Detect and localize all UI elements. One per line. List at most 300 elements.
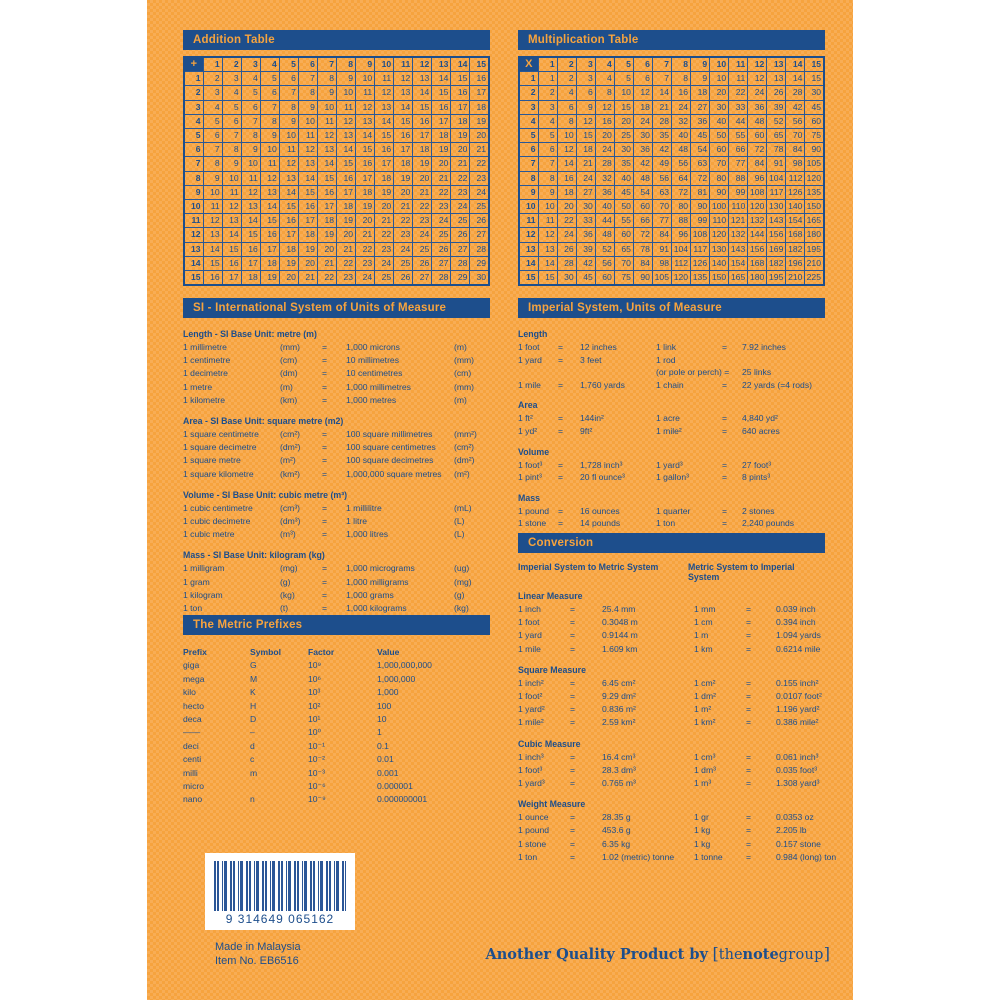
value-cell: 45 — [691, 129, 710, 143]
row-header: 9 — [519, 185, 538, 199]
subsection-heading: Volume - SI Base Unit: cubic metre (m³) — [183, 489, 348, 500]
value-cell: 23 — [451, 185, 470, 199]
definition-cell: 0.386 mile² — [776, 717, 819, 728]
value-cell: 11 — [356, 86, 375, 100]
definition-row — [518, 824, 825, 837]
definition-row — [518, 751, 825, 764]
value-cell: 12 — [356, 100, 375, 114]
value-cell: 99 — [729, 185, 748, 199]
value-cell: 16 — [222, 256, 241, 270]
definition-cell: (cm) — [454, 368, 472, 379]
prefix-cell: 0.000000001 — [377, 794, 428, 805]
definition-cell: = — [722, 379, 728, 390]
value-cell: 24 — [451, 200, 470, 214]
prefix-cell: nano — [183, 794, 203, 805]
prefix-cell: 10 — [377, 714, 387, 725]
value-cell: 17 — [241, 256, 260, 270]
value-cell: 52 — [595, 242, 614, 256]
value-cell: 18 — [356, 185, 375, 199]
value-cell: 21 — [356, 228, 375, 242]
definition-cell: = — [746, 630, 752, 641]
definition-row — [183, 562, 490, 575]
value-cell: 27 — [432, 256, 451, 270]
value-cell: 22 — [729, 86, 748, 100]
value-cell: 18 — [470, 100, 489, 114]
value-cell: 143 — [767, 214, 786, 228]
value-cell: 8 — [538, 171, 557, 185]
value-cell: 6 — [260, 86, 279, 100]
value-cell: 12 — [337, 114, 356, 128]
value-cell: 32 — [595, 171, 614, 185]
definition-cell: = — [322, 516, 328, 527]
value-cell: 56 — [595, 256, 614, 270]
value-cell: 15 — [614, 100, 633, 114]
value-cell: 18 — [691, 86, 710, 100]
value-cell: 77 — [652, 214, 671, 228]
value-cell: 20 — [317, 242, 336, 256]
value-cell: 108 — [748, 185, 767, 199]
definition-row — [518, 677, 825, 690]
definition-cell: 144in² — [580, 413, 604, 424]
definition-row — [518, 703, 825, 716]
definition-cell: 1.094 yards — [776, 630, 821, 641]
value-cell: 132 — [748, 214, 767, 228]
value-cell: 12 — [633, 86, 652, 100]
value-cell: 11 — [538, 214, 557, 228]
value-cell: 7 — [260, 100, 279, 114]
prefix-cell: mega — [183, 673, 205, 684]
value-cell: 24 — [576, 171, 595, 185]
definition-cell: 1 pound — [518, 825, 550, 836]
value-cell: 14 — [557, 157, 576, 171]
definition-cell: 0.394 inch — [776, 617, 816, 628]
table-row — [184, 242, 489, 256]
value-cell: 126 — [691, 256, 710, 270]
value-cell: 16 — [203, 271, 222, 286]
col-header: 10 — [375, 57, 394, 72]
imperial-units-section — [518, 298, 825, 530]
row-header: 3 — [184, 100, 203, 114]
value-cell: 14 — [356, 129, 375, 143]
value-cell: 10 — [279, 129, 298, 143]
prefix-row — [183, 700, 490, 713]
col-header: 7 — [317, 57, 336, 72]
value-cell: 17 — [222, 271, 241, 286]
definition-cell: (km) — [280, 394, 298, 405]
value-cell: 30 — [614, 143, 633, 157]
value-cell: 135 — [805, 185, 824, 199]
prefix-cell: 1,000 — [377, 687, 399, 698]
prefix-cell: M — [250, 673, 258, 684]
definition-cell: = — [322, 576, 328, 587]
definition-cell: 28.35 g — [602, 812, 631, 823]
value-cell: 15 — [298, 185, 317, 199]
definition-cell: = — [722, 505, 728, 516]
prefix-cell: 10⁻⁹ — [308, 794, 326, 805]
value-cell: 24 — [394, 242, 413, 256]
value-cell: 22 — [432, 185, 451, 199]
value-cell: 16 — [317, 185, 336, 199]
value-cell: 56 — [786, 114, 805, 128]
value-cell: 20 — [279, 271, 298, 286]
value-cell: 72 — [748, 143, 767, 157]
row-header: 8 — [184, 171, 203, 185]
value-cell: 18 — [576, 143, 595, 157]
prefix-cell: —— — [183, 727, 201, 738]
definition-cell: 1 ton — [656, 518, 676, 529]
value-cell: 27 — [470, 228, 489, 242]
value-cell: 28 — [557, 256, 576, 270]
definition-cell: (m) — [454, 342, 467, 352]
table-row — [519, 214, 824, 228]
definition-cell: (L) — [454, 529, 465, 540]
value-cell: 21 — [451, 157, 470, 171]
definition-cell: 1 yard³ — [656, 459, 683, 470]
definition-cell: 1 acre — [656, 413, 680, 424]
definition-cell — [580, 366, 656, 379]
value-cell: 26 — [557, 242, 576, 256]
value-cell: 140 — [710, 256, 729, 270]
value-cell: 36 — [595, 185, 614, 199]
value-cell: 42 — [652, 143, 671, 157]
value-cell: 20 — [394, 185, 413, 199]
value-cell: 5 — [241, 86, 260, 100]
definition-cell: 1 yard³ — [518, 778, 545, 789]
prefix-row — [183, 793, 490, 806]
value-cell: 60 — [710, 143, 729, 157]
definition-cell: 9ft² — [580, 425, 593, 436]
row-header: 10 — [519, 200, 538, 214]
definition-cell: 1,760 yards — [580, 379, 625, 390]
subsection-heading: Length - SI Base Unit: metre (m) — [183, 329, 317, 339]
value-cell: 25 — [413, 242, 432, 256]
value-cell: 16 — [241, 242, 260, 256]
value-cell: 19 — [298, 242, 317, 256]
value-cell: 14 — [652, 86, 671, 100]
value-cell: 19 — [337, 214, 356, 228]
definition-cell: 16.4 cm³ — [602, 751, 636, 762]
value-cell: 16 — [279, 214, 298, 228]
value-cell: 14 — [337, 143, 356, 157]
value-cell: 18 — [394, 157, 413, 171]
value-cell: 20 — [356, 214, 375, 228]
prefix-cell: 10⁶ — [308, 673, 322, 684]
col-header: 11 — [394, 57, 413, 72]
value-cell: 120 — [805, 171, 824, 185]
definition-cell: 12 inches — [580, 342, 617, 352]
definition-cell: 1 yd² — [518, 425, 538, 436]
definition-cell — [518, 366, 558, 379]
value-cell: 81 — [691, 185, 710, 199]
value-cell: 13 — [538, 242, 557, 256]
value-cell: 8 — [672, 72, 691, 86]
value-cell: 2 — [203, 72, 222, 86]
prefix-cell: 10⁹ — [308, 660, 322, 671]
col-header: 14 — [786, 57, 805, 72]
value-cell: 22 — [317, 271, 336, 286]
value-cell: 8 — [203, 157, 222, 171]
si-units-body — [183, 329, 490, 615]
value-cell: 17 — [298, 214, 317, 228]
value-cell: 9 — [576, 100, 595, 114]
col-header: 12 — [748, 57, 767, 72]
definition-cell: 1,000,000 square metres — [346, 468, 442, 479]
value-cell: 6 — [538, 143, 557, 157]
definition-cell: = — [722, 413, 728, 424]
definition-cell: 1 inch² — [518, 677, 544, 688]
col-header: 12 — [413, 57, 432, 72]
col-header: 1 — [538, 57, 557, 72]
definition-cell: = — [722, 472, 728, 483]
value-cell: 12 — [538, 228, 557, 242]
definition-cell — [722, 366, 742, 379]
definition-cell: 28.3 dm³ — [602, 764, 636, 775]
value-cell: 8 — [298, 86, 317, 100]
definition-cell: = — [570, 764, 576, 775]
definition-cell: (cm²) — [454, 442, 475, 453]
value-cell: 98 — [786, 157, 805, 171]
value-cell: 21 — [470, 143, 489, 157]
definition-cell: = — [746, 677, 752, 688]
definition-cell: = — [322, 529, 328, 540]
definition-cell: = — [558, 518, 564, 529]
row-header: 6 — [184, 143, 203, 157]
definition-row — [518, 811, 825, 824]
definition-row — [518, 425, 825, 438]
value-cell: 26 — [413, 256, 432, 270]
value-cell: 180 — [805, 228, 824, 242]
value-cell: 21 — [317, 256, 336, 270]
multiplication-table — [518, 56, 825, 286]
value-cell: 28 — [595, 157, 614, 171]
value-cell: 30 — [710, 100, 729, 114]
prefix-col-header: Factor — [308, 647, 335, 657]
value-cell: 110 — [710, 214, 729, 228]
value-cell: 90 — [805, 143, 824, 157]
table-row — [184, 157, 489, 171]
value-cell: 156 — [748, 242, 767, 256]
row-header: 15 — [519, 271, 538, 286]
value-cell: 84 — [786, 143, 805, 157]
table-row — [519, 185, 824, 199]
value-cell: 17 — [317, 200, 336, 214]
definition-cell: 1.308 yard³ — [776, 778, 820, 789]
definition-cell: = — [570, 838, 576, 849]
definition-cell: 0.0353 oz — [776, 812, 814, 823]
definition-cell: 1 rod — [656, 354, 676, 365]
definition-cell: (dm²) — [454, 455, 475, 466]
value-cell: 18 — [337, 200, 356, 214]
value-cell: 12 — [241, 185, 260, 199]
definition-cell: 1 square centimetre — [183, 429, 259, 440]
orange-panel — [147, 0, 853, 1000]
value-cell: 14 — [241, 214, 260, 228]
value-cell: 9 — [538, 185, 557, 199]
row-header: 14 — [519, 256, 538, 270]
definition-cell: 0.039 inch — [776, 604, 816, 614]
definition-cell: 1 millilitre — [346, 502, 382, 513]
value-cell: 12 — [748, 72, 767, 86]
made-in-text: Made in Malaysia — [215, 941, 301, 953]
value-cell: 21 — [394, 200, 413, 214]
value-cell: 39 — [767, 100, 786, 114]
row-header: 11 — [184, 214, 203, 228]
value-cell: 15 — [317, 171, 336, 185]
definition-cell: = — [322, 342, 328, 352]
value-cell: 182 — [786, 242, 805, 256]
value-cell: 7 — [279, 86, 298, 100]
row-header: 10 — [184, 200, 203, 214]
value-cell: 4 — [203, 100, 222, 114]
value-cell: 18 — [317, 214, 336, 228]
value-cell: 9 — [279, 114, 298, 128]
value-cell: 17 — [432, 114, 451, 128]
value-cell: 110 — [729, 200, 748, 214]
value-cell: 17 — [375, 157, 394, 171]
imperial-units-body — [518, 329, 825, 530]
definition-cell: 1 dm³ — [694, 764, 716, 775]
value-cell: 17 — [394, 143, 413, 157]
prefix-cell: 10⁻² — [308, 754, 325, 765]
definition-cell: (t) — [280, 603, 289, 614]
subsection-heading: Area — [518, 400, 538, 411]
value-cell: 2 — [538, 86, 557, 100]
value-cell: 16 — [432, 100, 451, 114]
value-cell: 28 — [652, 114, 671, 128]
value-cell: 16 — [337, 171, 356, 185]
definition-cell: 22 yards (=4 rods) — [742, 379, 812, 390]
value-cell: 23 — [394, 228, 413, 242]
definition-cell: = — [746, 812, 752, 823]
value-cell: 10 — [538, 200, 557, 214]
col-header: 15 — [470, 57, 489, 72]
definition-cell: 0.6214 mile — [776, 643, 821, 654]
prefix-row — [183, 659, 490, 672]
value-cell: 70 — [710, 157, 729, 171]
value-cell: 11 — [260, 157, 279, 171]
table-row — [519, 72, 824, 86]
definition-cell: 4,840 yd² — [742, 413, 778, 424]
prefix-cell — [250, 780, 308, 793]
value-cell: 21 — [298, 271, 317, 286]
definition-cell: 0.157 stone — [776, 838, 821, 849]
definition-cell: = — [722, 518, 728, 529]
value-cell: 8 — [260, 114, 279, 128]
definition-cell: 2.205 lb — [776, 825, 807, 836]
value-cell: 12 — [279, 157, 298, 171]
si-units-section — [183, 298, 490, 615]
definition-cell: = — [570, 751, 576, 762]
value-cell: 33 — [576, 214, 595, 228]
value-cell: 12 — [260, 171, 279, 185]
definition-cell: 0.3048 m — [602, 617, 638, 628]
definition-cell: 10 centimetres — [346, 368, 403, 379]
value-cell: 182 — [767, 256, 786, 270]
definition-cell: = — [322, 455, 328, 466]
value-cell: 88 — [672, 214, 691, 228]
value-cell: 132 — [729, 228, 748, 242]
value-cell: 7 — [652, 72, 671, 86]
definition-cell — [722, 354, 742, 367]
subsection-heading: Volume — [518, 446, 550, 457]
definition-cell: 1 ton — [518, 851, 538, 862]
definition-cell: = — [746, 691, 752, 702]
prefix-cell: hecto — [183, 700, 205, 711]
row-header: 5 — [184, 129, 203, 143]
value-cell: 19 — [432, 143, 451, 157]
value-cell: 15 — [260, 214, 279, 228]
value-cell: 144 — [748, 228, 767, 242]
value-cell: 22 — [451, 171, 470, 185]
value-cell: 24 — [413, 228, 432, 242]
header-row — [184, 57, 489, 72]
value-cell: 21 — [576, 157, 595, 171]
value-cell: 7 — [222, 129, 241, 143]
definition-row — [183, 341, 490, 354]
operator-cell: + — [184, 57, 203, 72]
prefix-cell: m — [250, 767, 258, 778]
value-cell: 8 — [241, 129, 260, 143]
definition-cell: 1 link — [656, 342, 677, 352]
definition-cell: 1 square kilometre — [183, 468, 254, 479]
col-header: 4 — [595, 57, 614, 72]
definition-cell: 1 decimetre — [183, 368, 228, 379]
row-header: 4 — [184, 114, 203, 128]
definition-cell — [558, 366, 580, 379]
barcode — [205, 853, 355, 930]
definition-cell: = — [322, 429, 328, 440]
value-cell: 78 — [767, 143, 786, 157]
row-header: 5 — [519, 129, 538, 143]
value-cell: 135 — [691, 271, 710, 286]
definition-cell: = — [322, 368, 328, 379]
value-cell: 48 — [748, 114, 767, 128]
value-cell: 13 — [203, 228, 222, 242]
brand-prefix: Another Quality Product by — [485, 946, 708, 963]
brand-line — [480, 944, 830, 963]
value-cell: 143 — [729, 242, 748, 256]
value-cell: 14 — [203, 242, 222, 256]
value-cell: 150 — [710, 271, 729, 286]
value-cell: 60 — [633, 200, 652, 214]
value-cell: 3 — [576, 72, 595, 86]
definition-cell: 0.984 (long) ton — [776, 851, 837, 862]
value-cell: 6 — [633, 72, 652, 86]
value-cell: 21 — [652, 100, 671, 114]
definition-cell: = — [746, 717, 752, 728]
definition-cell: = — [558, 342, 564, 352]
value-cell: 12 — [298, 143, 317, 157]
definition-cell: (kg) — [280, 589, 295, 600]
table-row — [519, 242, 824, 256]
value-cell: 30 — [557, 271, 576, 286]
definition-cell: 0.836 m² — [602, 704, 636, 715]
bracket-close: ] — [823, 944, 830, 963]
definition-cell: 1 mile — [518, 643, 541, 654]
definition-cell: = — [746, 838, 752, 849]
definition-cell: 1 gr — [694, 812, 709, 823]
definition-cell: (g) — [280, 576, 291, 587]
definition-row — [518, 379, 825, 392]
row-header: 1 — [184, 72, 203, 86]
definition-cell: 1 metre — [183, 381, 213, 392]
row-header: 15 — [184, 271, 203, 286]
value-cell: 27 — [691, 100, 710, 114]
definition-cell: = — [322, 502, 328, 513]
value-cell: 105 — [805, 157, 824, 171]
value-cell: 42 — [633, 157, 652, 171]
prefix-cell: 0.01 — [377, 754, 394, 765]
